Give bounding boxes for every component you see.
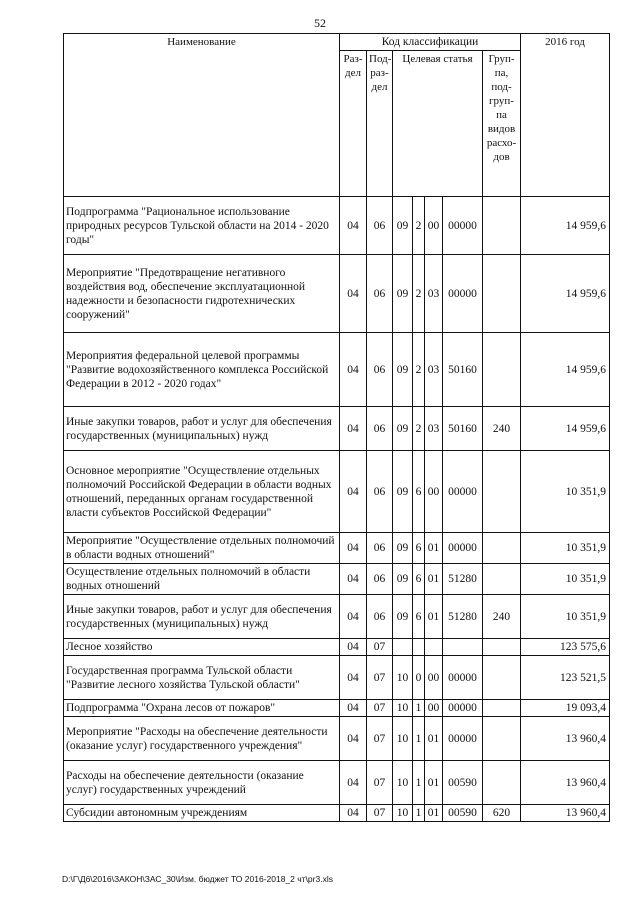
- row-cs1: 09: [393, 451, 413, 533]
- row-amount: 13 960,4: [521, 761, 610, 805]
- row-amount: 14 959,6: [521, 333, 610, 407]
- table-row: [64, 564, 610, 595]
- table-row: [64, 197, 610, 255]
- row-cs1: 10: [393, 656, 413, 700]
- row-pr: 06: [367, 407, 393, 451]
- row-cs3: 01: [425, 761, 443, 805]
- row-vr: [483, 255, 521, 333]
- row-cs3: 01: [425, 595, 443, 639]
- row-rz: 04: [340, 255, 367, 333]
- row-cs2: 2: [413, 407, 425, 451]
- row-name: Иные закупки товаров, работ и услуг для обеспечения государственных (муниципальных) нужд: [64, 595, 340, 639]
- row-cs2: 1: [413, 717, 425, 761]
- row-amount: 10 351,9: [521, 595, 610, 639]
- row-pr: 07: [367, 805, 393, 822]
- row-name: Мероприятие "Расходы на обеспечение деятельности (оказание услуг) государственного учреждения": [64, 717, 340, 761]
- row-cs2: 1: [413, 700, 425, 717]
- row-vr: [483, 197, 521, 255]
- file-path-footer: D:\Г\Д6\2016\ЗАКОН\ЗАС_30\Изм. бюджет ТО 2016-2018_2 чт\pr3.xls: [62, 874, 333, 884]
- row-cs4: 00000: [443, 656, 483, 700]
- row-pr: 06: [367, 197, 393, 255]
- table-row: [64, 255, 610, 333]
- row-amount: 123 575,6: [521, 639, 610, 656]
- row-amount: 123 521,5: [521, 656, 610, 700]
- row-name: Мероприятия федеральной целевой программы "Развитие водохозяйственного комплекса Российской Федерации в 2012 - 2020 годах": [64, 333, 340, 407]
- row-cs1: 09: [393, 564, 413, 595]
- row-vr: [483, 564, 521, 595]
- row-pr: 07: [367, 700, 393, 717]
- row-cs4: 00000: [443, 700, 483, 717]
- row-cs3: 00: [425, 197, 443, 255]
- row-vr: [483, 700, 521, 717]
- table-row: [64, 407, 610, 451]
- row-cs1: 09: [393, 197, 413, 255]
- row-cs1: 10: [393, 717, 413, 761]
- row-name: Осуществление отдельных полномочий в области водных отношений: [64, 564, 340, 595]
- row-rz: 04: [340, 595, 367, 639]
- row-cs4: 00000: [443, 451, 483, 533]
- row-cs4: 00000: [443, 717, 483, 761]
- row-cs4: 50160: [443, 333, 483, 407]
- row-cs1: [393, 639, 413, 656]
- row-vr: [483, 333, 521, 407]
- row-cs3: 00: [425, 656, 443, 700]
- row-name: Лесное хозяйство: [64, 639, 340, 656]
- row-cs3: [425, 639, 443, 656]
- row-cs3: 00: [425, 700, 443, 717]
- table-row: [64, 333, 610, 407]
- col-header-section: Раз- дел: [340, 51, 367, 197]
- row-cs4: 00000: [443, 197, 483, 255]
- row-pr: 07: [367, 639, 393, 656]
- row-cs4: [443, 639, 483, 656]
- row-cs1: 10: [393, 700, 413, 717]
- row-amount: 14 959,6: [521, 197, 610, 255]
- row-vr: 240: [483, 595, 521, 639]
- budget-table: [63, 33, 610, 822]
- row-amount: 14 959,6: [521, 255, 610, 333]
- row-cs1: 09: [393, 595, 413, 639]
- table-row: [64, 761, 610, 805]
- row-cs2: 2: [413, 255, 425, 333]
- row-cs2: 1: [413, 761, 425, 805]
- page-number: 52: [314, 16, 326, 30]
- row-vr: 620: [483, 805, 521, 822]
- row-vr: [483, 639, 521, 656]
- row-rz: 04: [340, 805, 367, 822]
- table-row: [64, 533, 610, 564]
- col-header-expense-group: Груп- па, под- груп- па видов расхо- дов: [483, 51, 521, 197]
- row-name: Подпрограмма "Охрана лесов от пожаров": [64, 700, 340, 717]
- col-header-target-item: Целевая статья: [393, 51, 483, 197]
- row-pr: 06: [367, 255, 393, 333]
- row-cs1: 09: [393, 333, 413, 407]
- row-rz: 04: [340, 656, 367, 700]
- row-name: Подпрограмма "Рациональное использование природных ресурсов Тульской области на 2014 - 2020 годы": [64, 197, 340, 255]
- row-vr: [483, 656, 521, 700]
- row-vr: [483, 533, 521, 564]
- row-cs1: 09: [393, 255, 413, 333]
- row-rz: 04: [340, 639, 367, 656]
- row-cs1: 09: [393, 407, 413, 451]
- row-rz: 04: [340, 407, 367, 451]
- row-cs2: 2: [413, 333, 425, 407]
- row-rz: 04: [340, 717, 367, 761]
- row-rz: 04: [340, 197, 367, 255]
- row-vr: [483, 717, 521, 761]
- table-row: [64, 700, 610, 717]
- row-cs2: 6: [413, 533, 425, 564]
- row-name: Основное мероприятие "Осуществление отдельных полномочий Российской Федерации в области водных отношений, переданных органам государственной власти субъектов Российской Федерации": [64, 451, 340, 533]
- row-cs2: 0: [413, 656, 425, 700]
- table-row: [64, 451, 610, 533]
- row-cs3: 00: [425, 451, 443, 533]
- row-cs3: 01: [425, 533, 443, 564]
- row-cs2: [413, 639, 425, 656]
- row-cs4: 51280: [443, 595, 483, 639]
- row-rz: 04: [340, 451, 367, 533]
- row-cs2: 2: [413, 197, 425, 255]
- row-amount: 10 351,9: [521, 564, 610, 595]
- row-pr: 06: [367, 595, 393, 639]
- row-vr: [483, 451, 521, 533]
- row-cs4: 50160: [443, 407, 483, 451]
- row-cs2: 1: [413, 805, 425, 822]
- row-name: Мероприятие "Осуществление отдельных полномочий в области водных отношений": [64, 533, 340, 564]
- row-cs4: 00000: [443, 533, 483, 564]
- row-rz: 04: [340, 761, 367, 805]
- row-cs4: 00000: [443, 255, 483, 333]
- col-header-year: 2016 год: [521, 34, 610, 197]
- row-pr: 06: [367, 564, 393, 595]
- row-cs4: 51280: [443, 564, 483, 595]
- row-cs2: 6: [413, 564, 425, 595]
- row-name: Иные закупки товаров, работ и услуг для обеспечения государственных (муниципальных) нужд: [64, 407, 340, 451]
- row-amount: 13 960,4: [521, 717, 610, 761]
- row-name: Мероприятие "Предотвращение негативного воздействия вод, обеспечение эксплуатационной надежности и безопасности гидротехнических сооружений": [64, 255, 340, 333]
- row-cs4: 00590: [443, 805, 483, 822]
- row-vr: [483, 761, 521, 805]
- row-cs3: 01: [425, 805, 443, 822]
- row-pr: 06: [367, 333, 393, 407]
- row-name: Субсидии автономным учреждениям: [64, 805, 340, 822]
- table-row: [64, 656, 610, 700]
- row-rz: 04: [340, 700, 367, 717]
- row-amount: 10 351,9: [521, 451, 610, 533]
- col-header-name: Наименование: [64, 34, 340, 197]
- row-cs1: 10: [393, 761, 413, 805]
- row-rz: 04: [340, 564, 367, 595]
- row-cs3: 01: [425, 564, 443, 595]
- row-vr: 240: [483, 407, 521, 451]
- table-row: [64, 639, 610, 656]
- row-pr: 07: [367, 656, 393, 700]
- table-row: [64, 805, 610, 822]
- col-header-classification: Код классификации: [340, 34, 521, 51]
- row-name: Государственная программа Тульской области "Развитие лесного хозяйства Тульской области": [64, 656, 340, 700]
- row-cs1: 10: [393, 805, 413, 822]
- table-row: [64, 595, 610, 639]
- row-amount: 10 351,9: [521, 533, 610, 564]
- row-cs2: 6: [413, 595, 425, 639]
- row-rz: 04: [340, 533, 367, 564]
- row-cs4: 00590: [443, 761, 483, 805]
- col-header-subsection: Под- раз- дел: [367, 51, 393, 197]
- row-rz: 04: [340, 333, 367, 407]
- row-cs3: 01: [425, 717, 443, 761]
- row-pr: 07: [367, 717, 393, 761]
- row-cs1: 09: [393, 533, 413, 564]
- row-name: Расходы на обеспечение деятельности (оказание услуг) государственных учреждений: [64, 761, 340, 805]
- row-cs3: 03: [425, 407, 443, 451]
- row-amount: 14 959,6: [521, 407, 610, 451]
- row-pr: 07: [367, 761, 393, 805]
- row-pr: 06: [367, 533, 393, 564]
- table-row: [64, 717, 610, 761]
- row-cs3: 03: [425, 255, 443, 333]
- header-row-top: [64, 34, 610, 51]
- row-cs3: 03: [425, 333, 443, 407]
- row-cs2: 6: [413, 451, 425, 533]
- row-amount: 19 093,4: [521, 700, 610, 717]
- row-pr: 06: [367, 451, 393, 533]
- row-amount: 13 960,4: [521, 805, 610, 822]
